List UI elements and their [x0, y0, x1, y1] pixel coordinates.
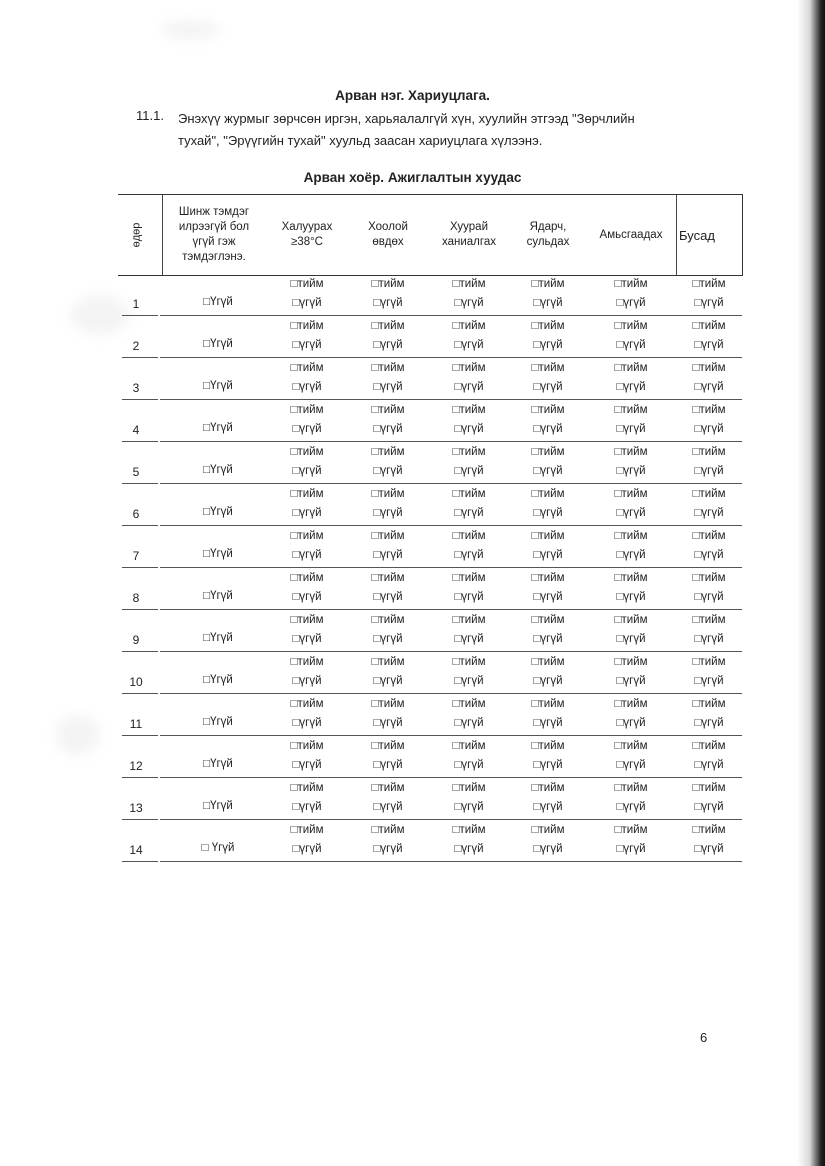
table-row	[118, 401, 743, 443]
row-underline	[122, 483, 158, 484]
other-no-checkbox[interactable]: □үгүй	[694, 591, 724, 603]
dry-cough-no-checkbox[interactable]: □үгүй	[454, 507, 484, 519]
day-number: 14	[129, 843, 143, 857]
dry-cough-no-checkbox[interactable]: □үгүй	[454, 675, 484, 687]
other-no-checkbox[interactable]: □үгүй	[694, 633, 724, 645]
row-underline	[270, 693, 742, 694]
other-no-checkbox[interactable]: □үгүй	[694, 297, 724, 309]
row-underline	[270, 861, 742, 862]
day-number: 8	[132, 591, 140, 605]
no-symptoms-checkbox[interactable]: □Үгүй	[203, 506, 233, 518]
sore-throat-no-checkbox[interactable]: □үгүй	[373, 339, 403, 351]
fever-yes-checkbox[interactable]: □тийм	[290, 446, 324, 458]
fatigue-yes-checkbox[interactable]: □тийм	[531, 404, 565, 416]
row-underline	[270, 609, 742, 610]
fever-no-checkbox[interactable]: □үгүй	[292, 465, 322, 477]
row-underline	[122, 399, 158, 400]
header-no-symptoms: Шинж тэмдэг илрээгүй бол үгүй гэж тэмдэглэнэ.	[178, 206, 250, 263]
dry-cough-no-checkbox[interactable]: □үгүй	[454, 801, 484, 813]
row-underline	[160, 735, 272, 736]
dry-cough-no-checkbox[interactable]: □үгүй	[454, 591, 484, 603]
table-row	[118, 779, 743, 821]
fatigue-no-checkbox[interactable]: □үгүй	[533, 549, 563, 561]
table-row	[118, 275, 743, 317]
fever-yes-checkbox[interactable]: □тийм	[290, 698, 324, 710]
row-underline	[270, 777, 742, 778]
sore-throat-no-checkbox[interactable]: □үгүй	[373, 423, 403, 435]
row-underline	[160, 609, 272, 610]
row-underline	[122, 441, 158, 442]
sore-throat-yes-checkbox[interactable]: □тийм	[371, 362, 405, 374]
day-number: 5	[132, 465, 140, 479]
sore-throat-no-checkbox[interactable]: □үгүй	[373, 759, 403, 771]
table-row	[118, 359, 743, 401]
dry-cough-yes-checkbox[interactable]: □тийм	[452, 782, 486, 794]
dry-cough-no-checkbox[interactable]: □үгүй	[454, 381, 484, 393]
row-underline	[122, 735, 158, 736]
breathlessness-yes-checkbox[interactable]: □тийм	[614, 446, 648, 458]
breathlessness-yes-checkbox[interactable]: □тийм	[614, 698, 648, 710]
fever-yes-checkbox[interactable]: □тийм	[290, 404, 324, 416]
no-symptoms-checkbox[interactable]: □Үгүй	[203, 548, 233, 560]
no-symptoms-checkbox[interactable]: □Үгүй	[203, 590, 233, 602]
breathlessness-yes-checkbox[interactable]: □тийм	[614, 740, 648, 752]
scan-smudge	[160, 20, 220, 40]
other-no-checkbox[interactable]: □үгүй	[694, 465, 724, 477]
row-underline	[270, 735, 742, 736]
table-row	[118, 821, 743, 863]
fatigue-yes-checkbox[interactable]: □тийм	[531, 530, 565, 542]
day-number: 12	[129, 759, 143, 773]
breathlessness-yes-checkbox[interactable]: □тийм	[614, 362, 648, 374]
fatigue-yes-checkbox[interactable]: □тийм	[531, 698, 565, 710]
sore-throat-yes-checkbox[interactable]: □тийм	[371, 278, 405, 290]
sore-throat-no-checkbox[interactable]: □үгүй	[373, 801, 403, 813]
fever-yes-checkbox[interactable]: □тийм	[290, 488, 324, 500]
row-underline	[160, 651, 272, 652]
breathlessness-no-checkbox[interactable]: □үгүй	[616, 297, 646, 309]
sore-throat-yes-checkbox[interactable]: □тийм	[371, 320, 405, 332]
sore-throat-no-checkbox[interactable]: □үгүй	[373, 381, 403, 393]
clause-line: тухай", "Эрүүгийн тухай" хуульд заасан хариуцлага хүлээнэ.	[178, 133, 543, 148]
other-no-checkbox[interactable]: □үгүй	[694, 717, 724, 729]
fatigue-no-checkbox[interactable]: □үгүй	[533, 717, 563, 729]
fatigue-yes-checkbox[interactable]: □тийм	[531, 572, 565, 584]
dry-cough-no-checkbox[interactable]: □үгүй	[454, 843, 484, 855]
dry-cough-yes-checkbox[interactable]: □тийм	[452, 446, 486, 458]
sore-throat-no-checkbox[interactable]: □үгүй	[373, 507, 403, 519]
day-number: 6	[132, 507, 140, 521]
fatigue-yes-checkbox[interactable]: □тийм	[531, 320, 565, 332]
fever-yes-checkbox[interactable]: □тийм	[290, 278, 324, 290]
table-header	[118, 194, 743, 275]
row-underline	[122, 567, 158, 568]
fever-yes-checkbox[interactable]: □тийм	[290, 614, 324, 626]
no-symptoms-checkbox[interactable]: □Үгүй	[203, 758, 233, 770]
day-number: 2	[132, 339, 140, 353]
fever-no-checkbox[interactable]: □үгүй	[292, 633, 322, 645]
no-symptoms-checkbox[interactable]: □Үгүй	[203, 380, 233, 392]
breathlessness-no-checkbox[interactable]: □үгүй	[616, 465, 646, 477]
fever-yes-checkbox[interactable]: □тийм	[290, 740, 324, 752]
header-other: Бусад	[679, 227, 715, 243]
breathlessness-no-checkbox[interactable]: □үгүй	[616, 423, 646, 435]
fatigue-no-checkbox[interactable]: □үгүй	[533, 843, 563, 855]
other-no-checkbox[interactable]: □үгүй	[694, 423, 724, 435]
row-underline	[122, 357, 158, 358]
fatigue-no-checkbox[interactable]: □үгүй	[533, 381, 563, 393]
dry-cough-yes-checkbox[interactable]: □тийм	[452, 488, 486, 500]
fever-yes-checkbox[interactable]: □тийм	[290, 572, 324, 584]
row-underline	[270, 483, 742, 484]
no-symptoms-checkbox[interactable]: □Үгүй	[203, 296, 233, 308]
fever-no-checkbox[interactable]: □үгүй	[292, 507, 322, 519]
row-underline	[270, 567, 742, 568]
breathlessness-yes-checkbox[interactable]: □тийм	[614, 530, 648, 542]
table-row	[118, 317, 743, 359]
fever-yes-checkbox[interactable]: □тийм	[290, 362, 324, 374]
fatigue-yes-checkbox[interactable]: □тийм	[531, 362, 565, 374]
breathlessness-no-checkbox[interactable]: □үгүй	[616, 843, 646, 855]
other-yes-checkbox[interactable]: □тийм	[692, 488, 726, 500]
row-underline	[160, 567, 272, 568]
clause-text	[178, 108, 758, 152]
breathlessness-yes-checkbox[interactable]: □тийм	[614, 782, 648, 794]
header-breathlessness: Амьсгаадах	[599, 228, 663, 241]
row-underline	[122, 609, 158, 610]
day-number: 13	[129, 801, 143, 815]
fever-yes-checkbox[interactable]: □тийм	[290, 782, 324, 794]
fatigue-no-checkbox[interactable]: □үгүй	[533, 507, 563, 519]
other-yes-checkbox[interactable]: □тийм	[692, 530, 726, 542]
no-symptoms-checkbox[interactable]: □Үгүй	[203, 716, 233, 728]
other-yes-checkbox[interactable]: □тийм	[692, 698, 726, 710]
fatigue-no-checkbox[interactable]: □үгүй	[533, 297, 563, 309]
sore-throat-yes-checkbox[interactable]: □тийм	[371, 782, 405, 794]
sore-throat-no-checkbox[interactable]: □үгүй	[373, 591, 403, 603]
other-no-checkbox[interactable]: □үгүй	[694, 759, 724, 771]
sore-throat-no-checkbox[interactable]: □үгүй	[373, 549, 403, 561]
header-border	[742, 195, 743, 276]
fatigue-yes-checkbox[interactable]: □тийм	[531, 824, 565, 836]
sore-throat-yes-checkbox[interactable]: □тийм	[371, 824, 405, 836]
dry-cough-yes-checkbox[interactable]: □тийм	[452, 278, 486, 290]
sore-throat-yes-checkbox[interactable]: □тийм	[371, 698, 405, 710]
dry-cough-yes-checkbox[interactable]: □тийм	[452, 656, 486, 668]
table-row	[118, 611, 743, 653]
breathlessness-yes-checkbox[interactable]: □тийм	[614, 572, 648, 584]
dry-cough-no-checkbox[interactable]: □үгүй	[454, 423, 484, 435]
breathlessness-yes-checkbox[interactable]: □тийм	[614, 656, 648, 668]
fever-no-checkbox[interactable]: □үгүй	[292, 423, 322, 435]
fatigue-no-checkbox[interactable]: □үгүй	[533, 339, 563, 351]
sore-throat-yes-checkbox[interactable]: □тийм	[371, 530, 405, 542]
observation-table	[118, 194, 743, 863]
scan-smudge	[55, 715, 100, 755]
row-underline	[122, 777, 158, 778]
sore-throat-no-checkbox[interactable]: □үгүй	[373, 297, 403, 309]
table-row	[118, 527, 743, 569]
no-symptoms-checkbox[interactable]: □ Үгүй	[201, 842, 235, 854]
fatigue-no-checkbox[interactable]: □үгүй	[533, 801, 563, 813]
other-yes-checkbox[interactable]: □тийм	[692, 362, 726, 374]
row-underline	[160, 399, 272, 400]
other-yes-checkbox[interactable]: □тийм	[692, 740, 726, 752]
dry-cough-yes-checkbox[interactable]: □тийм	[452, 530, 486, 542]
breathlessness-yes-checkbox[interactable]: □тийм	[614, 320, 648, 332]
fever-no-checkbox[interactable]: □үгүй	[292, 675, 322, 687]
dry-cough-yes-checkbox[interactable]: □тийм	[452, 320, 486, 332]
row-underline	[270, 441, 742, 442]
fatigue-yes-checkbox[interactable]: □тийм	[531, 488, 565, 500]
header-day: өдөр	[130, 222, 142, 248]
dry-cough-no-checkbox[interactable]: □үгүй	[454, 633, 484, 645]
sore-throat-no-checkbox[interactable]: □үгүй	[373, 843, 403, 855]
other-no-checkbox[interactable]: □үгүй	[694, 549, 724, 561]
day-number: 7	[132, 549, 140, 563]
section-11-title: Арван нэг. Хариуцлага.	[335, 88, 490, 103]
table-row	[118, 485, 743, 527]
sore-throat-yes-checkbox[interactable]: □тийм	[371, 404, 405, 416]
row-underline	[122, 819, 158, 820]
fever-no-checkbox[interactable]: □үгүй	[292, 801, 322, 813]
breathlessness-no-checkbox[interactable]: □үгүй	[616, 549, 646, 561]
row-underline	[160, 315, 272, 316]
other-no-checkbox[interactable]: □үгүй	[694, 381, 724, 393]
section-12-title: Арван хоёр. Ажиглалтын хуудас	[303, 170, 522, 185]
dry-cough-yes-checkbox[interactable]: □тийм	[452, 362, 486, 374]
day-number: 4	[132, 423, 140, 437]
fever-yes-checkbox[interactable]: □тийм	[290, 320, 324, 332]
dry-cough-yes-checkbox[interactable]: □тийм	[452, 614, 486, 626]
header-sore-throat: Хоолой өвдөх	[368, 221, 408, 248]
fatigue-no-checkbox[interactable]: □үгүй	[533, 675, 563, 687]
other-yes-checkbox[interactable]: □тийм	[692, 782, 726, 794]
dry-cough-yes-checkbox[interactable]: □тийм	[452, 740, 486, 752]
breathlessness-no-checkbox[interactable]: □үгүй	[616, 675, 646, 687]
dry-cough-no-checkbox[interactable]: □үгүй	[454, 339, 484, 351]
table-row	[118, 653, 743, 695]
sore-throat-yes-checkbox[interactable]: □тийм	[371, 572, 405, 584]
no-symptoms-checkbox[interactable]: □Үгүй	[203, 464, 233, 476]
fatigue-no-checkbox[interactable]: □үгүй	[533, 591, 563, 603]
fatigue-no-checkbox[interactable]: □үгүй	[533, 633, 563, 645]
sore-throat-yes-checkbox[interactable]: □тийм	[371, 446, 405, 458]
row-underline	[270, 399, 742, 400]
table-row	[118, 443, 743, 485]
fever-yes-checkbox[interactable]: □тийм	[290, 656, 324, 668]
row-underline	[160, 525, 272, 526]
breathlessness-no-checkbox[interactable]: □үгүй	[616, 339, 646, 351]
other-no-checkbox[interactable]: □үгүй	[694, 801, 724, 813]
dry-cough-no-checkbox[interactable]: □үгүй	[454, 759, 484, 771]
day-number: 9	[132, 633, 140, 647]
fever-no-checkbox[interactable]: □үгүй	[292, 549, 322, 561]
table-row	[118, 695, 743, 737]
clause-number: 11.1.	[136, 108, 164, 123]
table-row	[118, 737, 743, 779]
table-body	[118, 275, 743, 863]
no-symptoms-checkbox[interactable]: □Үгүй	[203, 632, 233, 644]
breathlessness-yes-checkbox[interactable]: □тийм	[614, 278, 648, 290]
other-yes-checkbox[interactable]: □тийм	[692, 572, 726, 584]
row-underline	[122, 693, 158, 694]
breathlessness-yes-checkbox[interactable]: □тийм	[614, 404, 648, 416]
other-yes-checkbox[interactable]: □тийм	[692, 278, 726, 290]
dry-cough-no-checkbox[interactable]: □үгүй	[454, 465, 484, 477]
fever-no-checkbox[interactable]: □үгүй	[292, 843, 322, 855]
fever-no-checkbox[interactable]: □үгүй	[292, 591, 322, 603]
other-no-checkbox[interactable]: □үгүй	[694, 507, 724, 519]
fever-no-checkbox[interactable]: □үгүй	[292, 759, 322, 771]
sore-throat-no-checkbox[interactable]: □үгүй	[373, 465, 403, 477]
row-underline	[160, 693, 272, 694]
table-row	[118, 569, 743, 611]
sore-throat-yes-checkbox[interactable]: □тийм	[371, 740, 405, 752]
other-yes-checkbox[interactable]: □тийм	[692, 824, 726, 836]
breathlessness-no-checkbox[interactable]: □үгүй	[616, 507, 646, 519]
fatigue-yes-checkbox[interactable]: □тийм	[531, 656, 565, 668]
fatigue-yes-checkbox[interactable]: □тийм	[531, 278, 565, 290]
sore-throat-yes-checkbox[interactable]: □тийм	[371, 656, 405, 668]
dry-cough-no-checkbox[interactable]: □үгүй	[454, 549, 484, 561]
row-underline	[160, 357, 272, 358]
sore-throat-no-checkbox[interactable]: □үгүй	[373, 675, 403, 687]
breathlessness-yes-checkbox[interactable]: □тийм	[614, 824, 648, 836]
day-number: 1	[132, 297, 140, 311]
fatigue-no-checkbox[interactable]: □үгүй	[533, 759, 563, 771]
dry-cough-yes-checkbox[interactable]: □тийм	[452, 572, 486, 584]
row-underline	[160, 861, 272, 862]
fatigue-no-checkbox[interactable]: □үгүй	[533, 423, 563, 435]
breathlessness-no-checkbox[interactable]: □үгүй	[616, 633, 646, 645]
fatigue-no-checkbox[interactable]: □үгүй	[533, 465, 563, 477]
fever-yes-checkbox[interactable]: □тийм	[290, 824, 324, 836]
row-underline	[160, 777, 272, 778]
fatigue-yes-checkbox[interactable]: □тийм	[531, 614, 565, 626]
no-symptoms-checkbox[interactable]: □Үгүй	[203, 674, 233, 686]
other-no-checkbox[interactable]: □үгүй	[694, 675, 724, 687]
row-underline	[122, 525, 158, 526]
other-yes-checkbox[interactable]: □тийм	[692, 446, 726, 458]
other-no-checkbox[interactable]: □үгүй	[694, 843, 724, 855]
row-underline	[160, 441, 272, 442]
sore-throat-no-checkbox[interactable]: □үгүй	[373, 633, 403, 645]
breathlessness-no-checkbox[interactable]: □үгүй	[616, 801, 646, 813]
header-dry-cough: Хуурай ханиалгах	[442, 221, 496, 248]
header-fatigue: Ядарч, сульдах	[526, 221, 570, 248]
breathlessness-no-checkbox[interactable]: □үгүй	[616, 381, 646, 393]
breathlessness-no-checkbox[interactable]: □үгүй	[616, 591, 646, 603]
row-underline	[160, 483, 272, 484]
other-yes-checkbox[interactable]: □тийм	[692, 320, 726, 332]
dry-cough-yes-checkbox[interactable]: □тийм	[452, 404, 486, 416]
breathlessness-no-checkbox[interactable]: □үгүй	[616, 759, 646, 771]
other-yes-checkbox[interactable]: □тийм	[692, 614, 726, 626]
breathlessness-yes-checkbox[interactable]: □тийм	[614, 614, 648, 626]
sore-throat-yes-checkbox[interactable]: □тийм	[371, 614, 405, 626]
row-underline	[122, 651, 158, 652]
sore-throat-no-checkbox[interactable]: □үгүй	[373, 717, 403, 729]
breathlessness-yes-checkbox[interactable]: □тийм	[614, 488, 648, 500]
day-number: 11	[129, 717, 143, 731]
day-number: 3	[132, 381, 140, 395]
fever-no-checkbox[interactable]: □үгүй	[292, 339, 322, 351]
fever-no-checkbox[interactable]: □үгүй	[292, 297, 322, 309]
fatigue-yes-checkbox[interactable]: □тийм	[531, 446, 565, 458]
no-symptoms-checkbox[interactable]: □Үгүй	[203, 338, 233, 350]
fever-no-checkbox[interactable]: □үгүй	[292, 381, 322, 393]
row-underline	[270, 651, 742, 652]
row-underline	[270, 525, 742, 526]
page-number: 6	[700, 1030, 708, 1045]
other-no-checkbox[interactable]: □үгүй	[694, 339, 724, 351]
day-number: 10	[129, 675, 143, 689]
dry-cough-yes-checkbox[interactable]: □тийм	[452, 698, 486, 710]
dry-cough-no-checkbox[interactable]: □үгүй	[454, 297, 484, 309]
row-underline	[160, 819, 272, 820]
other-yes-checkbox[interactable]: □тийм	[692, 404, 726, 416]
breathlessness-no-checkbox[interactable]: □үгүй	[616, 717, 646, 729]
fatigue-yes-checkbox[interactable]: □тийм	[531, 740, 565, 752]
row-underline	[270, 819, 742, 820]
fever-no-checkbox[interactable]: □үгүй	[292, 717, 322, 729]
no-symptoms-checkbox[interactable]: □Үгүй	[203, 800, 233, 812]
row-underline	[270, 315, 742, 316]
fatigue-yes-checkbox[interactable]: □тийм	[531, 782, 565, 794]
dry-cough-no-checkbox[interactable]: □үгүй	[454, 717, 484, 729]
dry-cough-yes-checkbox[interactable]: □тийм	[452, 824, 486, 836]
header-fever: Халуурах ≥38°C	[281, 221, 333, 248]
row-underline	[270, 357, 742, 358]
other-yes-checkbox[interactable]: □тийм	[692, 656, 726, 668]
clause-line: Энэхүү журмыг зөрчсөн иргэн, харьяалалгүй хүн, хуулийн этгээд "Зөрчлийн	[178, 111, 635, 126]
row-underline	[122, 315, 158, 316]
row-underline	[122, 861, 158, 862]
no-symptoms-checkbox[interactable]: □Үгүй	[203, 422, 233, 434]
sore-throat-yes-checkbox[interactable]: □тийм	[371, 488, 405, 500]
fever-yes-checkbox[interactable]: □тийм	[290, 530, 324, 542]
